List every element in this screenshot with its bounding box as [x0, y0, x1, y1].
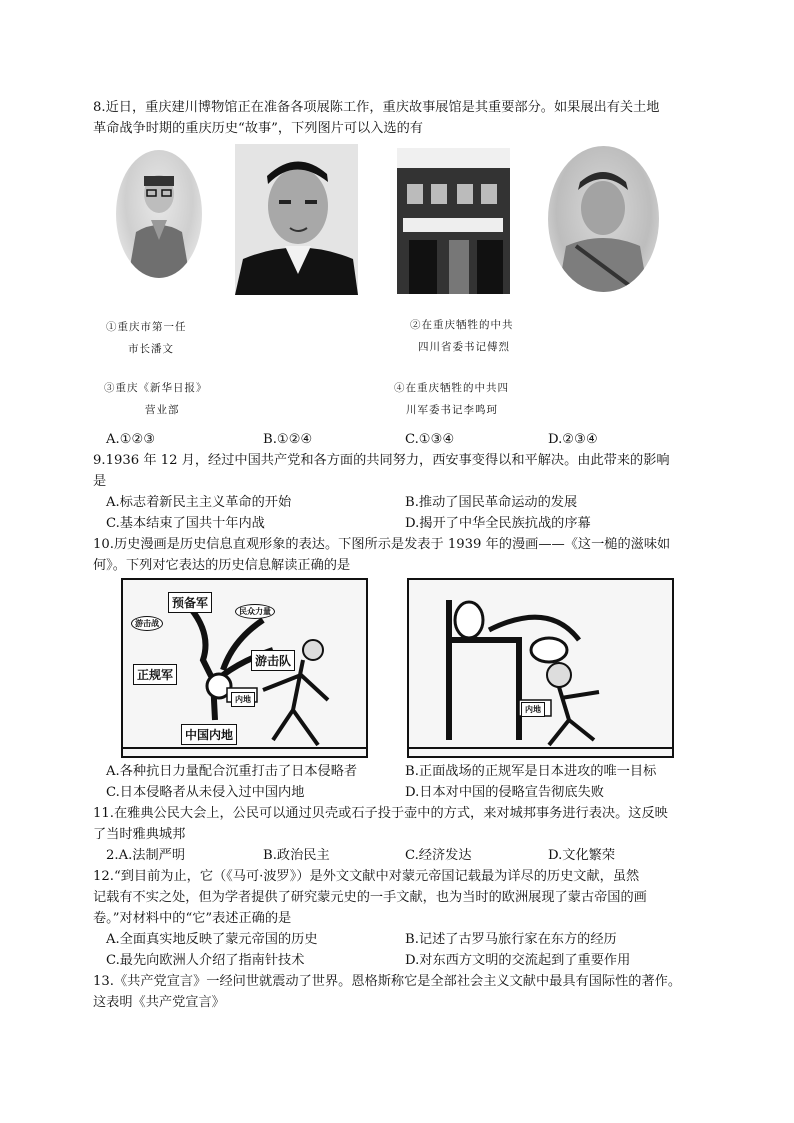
caption-2-line2: 四川省委书记傅烈 — [418, 341, 510, 353]
q12-stem-line3: 卷。”对材料中的“它”表述正确的是 — [93, 911, 292, 926]
caption-4-line1: ④在重庆牺牲的中共四 — [394, 382, 509, 394]
q12-option-c: C.最先向欧洲人介绍了指南针技术 — [106, 953, 305, 968]
q9-option-d: D.揭开了中华全民族抗战的序幕 — [405, 516, 591, 531]
caption-4-line2: 川军委书记李鸣珂 — [406, 404, 498, 416]
q10-stem-line2: 何》。下列对它表达的历史信息解读正确的是 — [93, 558, 351, 573]
caption-1-line2: 市长潘文 — [128, 343, 174, 355]
cartoon-tag-people: 民众力量 — [235, 604, 275, 619]
caption-2-line1: ②在重庆牺牲的中共 — [410, 319, 514, 331]
q11-stem-line1: 11.在雅典公民大会上，公民可以通过贝壳或石子投于壶中的方式，来对城邦事务进行表决。这反映 — [93, 806, 668, 821]
cartoon-label-guerrilla: 游击队 — [251, 650, 295, 671]
cartoon-label-regular: 正规军 — [133, 664, 177, 685]
q8-stem-line2: 革命战争时期的重庆历史“故事”，下列图片可以入选的有 — [93, 121, 423, 136]
caption-3-line1: ③重庆《新华日报》 — [104, 382, 208, 394]
cartoon-right-sign-inland: 内地 — [521, 702, 545, 717]
q11-stem-line2: 了当时雅典城邦 — [93, 827, 186, 842]
q9-option-a: A.标志着新民主主义革命的开始 — [106, 495, 292, 510]
q13-stem-line1: 13.《共产党宣言》一经问世就震动了世界。恩格斯称它是全部社会主义文献中最具有国际性的著作。 — [93, 974, 682, 989]
cartoon-panel-right — [407, 578, 674, 758]
cartoon-label-inland: 中国内地 — [181, 724, 237, 745]
q10-option-a: A.各种抗日力量配合沉重打击了日本侵略者 — [106, 764, 358, 779]
q8-stem-line1: 8.近日，重庆建川博物馆正在准备各项展陈工作，重庆故事展馆是其重要部分。如果展出有关土地 — [93, 100, 660, 115]
q11-option-b: B.政治民主 — [263, 848, 330, 863]
q8-option-a: A.①②③ — [106, 432, 156, 447]
photo-pan-wen — [116, 150, 202, 278]
q10-stem-line1: 10.历史漫画是历史信息直观形象的表达。下图所示是发表于 1939 年的漫画——《这一槌的滋味如 — [93, 537, 671, 552]
q8-option-c: C.①③④ — [405, 432, 455, 447]
caption-3-line2: 营业部 — [145, 404, 180, 416]
q11-option-c: C.经济发达 — [405, 848, 472, 863]
photo-fu-lie — [235, 144, 358, 295]
q10-option-d: D.日本对中国的侵略宣告彻底失败 — [405, 785, 604, 800]
q10-option-c: C.日本侵略者从未侵入过中国内地 — [106, 785, 305, 800]
q9-option-c: C.基本结束了国共十年内战 — [106, 516, 265, 531]
q11-option-a: 2.A.法制严明 — [106, 848, 186, 863]
q8-option-b: B.①②④ — [263, 432, 313, 447]
q12-option-d: D.对东西方文明的交流起到了重要作用 — [405, 953, 631, 968]
q12-stem-line2: 记载有不实之处，但为学者提供了研究蒙元史的一手文献，也为当时的欧洲展现了蒙古帝国的画 — [93, 890, 647, 905]
q8-option-d: D.②③④ — [548, 432, 598, 447]
q11-option-d: D.文化繁荣 — [548, 848, 616, 863]
q12-option-b: B.记述了古罗马旅行家在东方的经历 — [405, 932, 617, 947]
cartoon-tag-guerrilla-war: 游击战 — [131, 616, 163, 631]
q9-option-b: B.推动了国民革命运动的发展 — [405, 495, 578, 510]
photo-xinhua-office — [397, 148, 510, 294]
q10-option-b: B.正面战场的正规军是日本进攻的唯一目标 — [405, 764, 657, 779]
q13-stem-line2: 这表明《共产党宣言》 — [93, 995, 225, 1010]
cartoon-label-reserve: 预备军 — [168, 592, 212, 613]
q9-stem-line1: 9.1936 年 12 月，经过中国共产党和各方面的共同努力，西安事变得以和平解决。由此带来的影响 — [93, 453, 670, 468]
q9-stem-line2: 是 — [93, 474, 107, 489]
cartoon-panel-left — [121, 578, 368, 758]
q12-option-a: A.全面真实地反映了蒙元帝国的历史 — [106, 932, 318, 947]
cartoon-sign-inland: 内地 — [231, 692, 255, 707]
photo-li-mingke — [548, 146, 659, 292]
q12-stem-line1: 12.“到目前为止，它（《马可·波罗》）是外文文献中对蒙元帝国记载最为详尽的历史文献，虽然 — [93, 869, 640, 884]
caption-1-line1: ①重庆市第一任 — [106, 321, 187, 333]
